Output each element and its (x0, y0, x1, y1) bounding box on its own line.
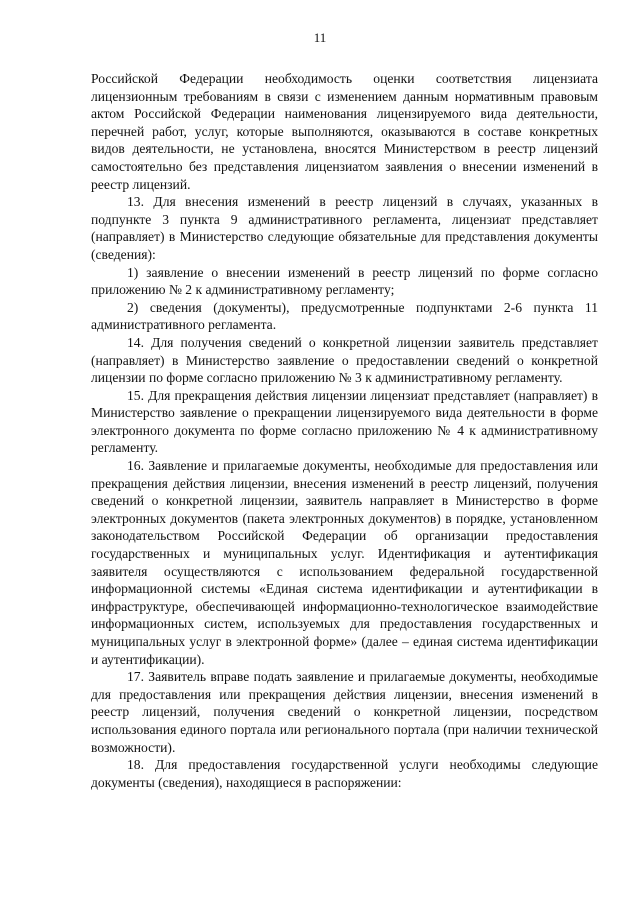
paragraph-13: 13. Для внесения изменений в реестр лицензий в случаях, указанных в подпункте 3 пункта 9 административного регламента, лицензиат представляет (направляет) в Министерство следующие обязательные для представления документы (сведения): (91, 194, 598, 262)
paragraph-17: 17. Заявитель вправе подать заявление и прилагаемые документы, необходимые для предоставления или прекращения действия лицензии, внесения изменений в реестр лицензий, получения сведений о конкретной лицензии, посредством использования единого портала или регионального портала (при наличии технической возможности). (91, 669, 598, 755)
paragraph-18: 18. Для предоставления государственной услуги необходимы следующие документы (сведения), находящиеся в распоряжении: (91, 757, 598, 790)
paragraph-continuation: Российской Федерации необходимость оценки соответствия лицензиата лицензионным требованиям в связи с изменением данным нормативным правовым актом Российской Федерации наименования лицензируемого вида деятельности, перечней работ, услуг, которые выполняются, оказываются в составе конкретных видов деятельности, не установлена, вносятся Министерством в реестр лицензий самостоятельно без представления лицензиатом заявления о внесении изменений в реестр лицензий. (91, 71, 598, 192)
paragraph-13-item-1: 1) заявление о внесении изменений в реестр лицензий по форме согласно приложению № 2 к административному регламенту; (91, 264, 598, 298)
page-number: 11 (313, 30, 327, 45)
paragraph-15: 15. Для прекращения действия лицензии лицензиат представляет (направляет) в Министерство заявление о прекращении лицензируемого вида деятельности в форме электронного документа по форме согласно приложению № 4 к административному регламенту. (91, 387, 598, 456)
document-body (91, 70, 598, 791)
paragraph-14: 14. Для получения сведений о конкретной лицензии заявитель представляет (направляет) в Министерство заявление о предоставлении сведений о конкретной лицензии по форме согласно приложению № 3 к административному регламенту. (91, 334, 598, 386)
paragraph-13-item-2: 2) сведения (документы), предусмотренные подпунктами 2-6 пункта 11 административного регламента. (91, 299, 598, 333)
paragraph-16: 16. Заявление и прилагаемые документы, необходимые для предоставления или прекращения действия лицензии, внесения изменений в реестр лицензий, получения сведений о конкретной лицензии, заявитель направляет в Министерство в форме электронных документов (пакета электронных документов) в порядке, установленном законодательством Российской Федерации об организации предоставления государственных и муниципальных услуг. Идентификация и аутентификация заявителя осуществляются с использованием федеральной государственной информационной системы «Единая система идентификации и аутентификации в инфраструктуре, обеспечивающей информационно-технологическое взаимодействие информационных систем, используемых для предоставления государственных и муниципальных услуг в электронной форме» (далее – единая система идентификации и аутентификации). (91, 458, 598, 667)
